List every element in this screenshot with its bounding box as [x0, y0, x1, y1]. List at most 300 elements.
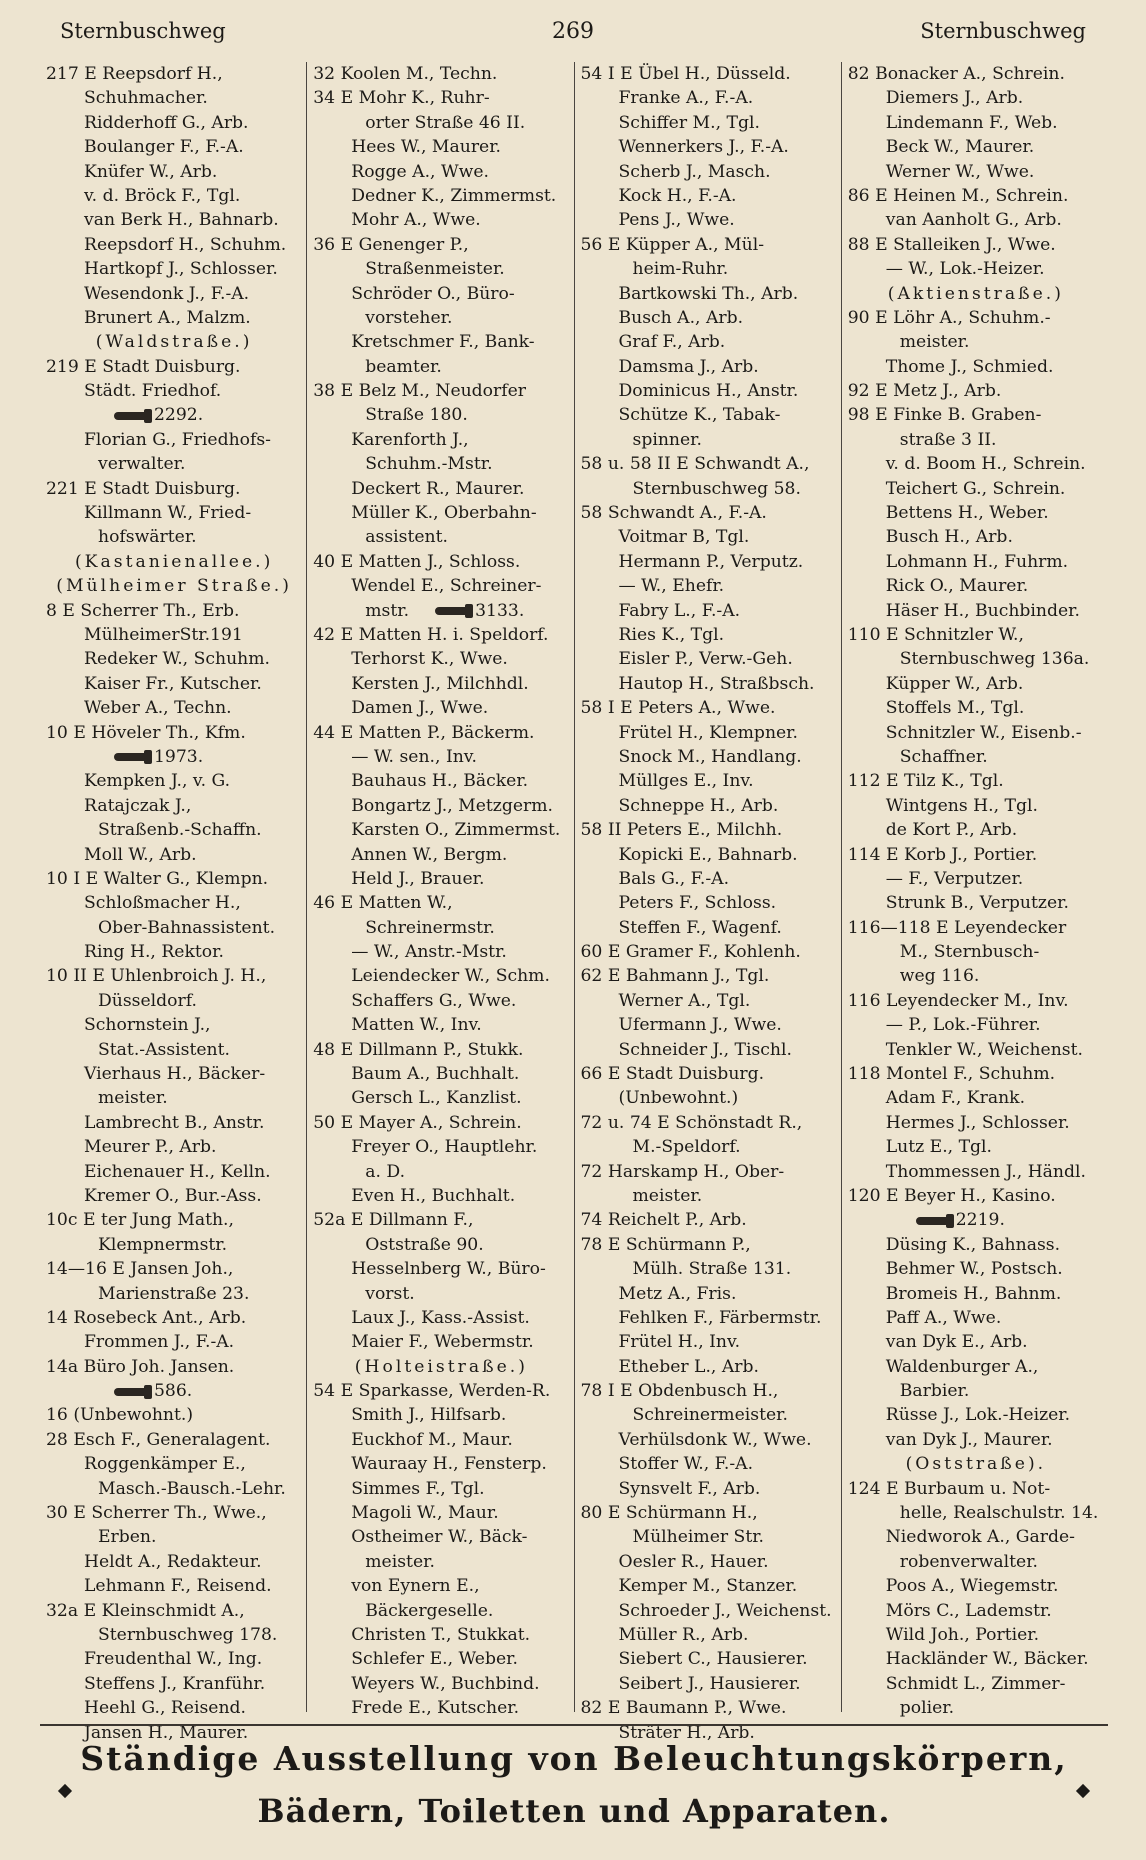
entry-text: Voitmar B, Tgl. [618, 527, 750, 548]
resident-entry [848, 135, 1104, 159]
house-number-entry [46, 62, 302, 86]
diamond-ornament-icon [58, 1784, 72, 1798]
entry-text: Straße 180. [365, 405, 468, 426]
house-number-entry [581, 940, 837, 964]
entry-text: (Holteistraße.) [354, 1356, 528, 1377]
resident-entry [46, 1086, 302, 1110]
house-number-entry [848, 379, 1104, 403]
resident-entry [46, 306, 302, 330]
resident-entry [581, 574, 837, 598]
resident-entry [313, 1574, 569, 1598]
resident-entry [46, 428, 302, 452]
entry-text: 90 E Löhr A., Schuhm.- [847, 307, 1051, 328]
house-number-entry [848, 989, 1104, 1013]
entry-text: Wendel E., Schreiner- [351, 576, 542, 597]
entry-text: Wennerkers J., F.-A. [618, 137, 789, 158]
page-header [60, 14, 1086, 48]
house-number-entry [46, 1208, 302, 1232]
entry-text: Bongartz J., Metzgerm. [351, 795, 554, 816]
resident-entry [46, 135, 302, 159]
house-number-entry [581, 1696, 837, 1720]
entry-text: 50 E Mayer A., Schrein. [313, 1112, 522, 1133]
entry-text: Schloßmacher H., [84, 893, 241, 914]
resident-entry [581, 1135, 837, 1159]
column-1 [40, 62, 306, 1743]
resident-entry [46, 501, 302, 525]
resident-entry [46, 989, 302, 1013]
resident-entry [581, 1013, 837, 1037]
ad-line-2-row [40, 1786, 1108, 1836]
resident-entry [848, 160, 1104, 184]
entry-text: Frütel H., Inv. [618, 1332, 741, 1353]
resident-entry [581, 1452, 837, 1476]
resident-entry [46, 1550, 302, 1574]
entry-text: beamter. [365, 356, 442, 377]
entry-text: 54 I E Übel H., Düsseld. [580, 64, 791, 84]
resident-entry [581, 1574, 837, 1598]
entry-text: 2292. [154, 405, 204, 426]
resident-entry [313, 184, 569, 208]
entry-text: 58 I E Peters A., Wwe. [580, 698, 776, 719]
entry-text: — W., Ehefr. [618, 576, 725, 597]
entry-text: Oststraße 90. [365, 1234, 484, 1255]
entry-text: Magoli W., Maur. [351, 1503, 499, 1524]
resident-entry [581, 1257, 837, 1281]
resident-entry [313, 1696, 569, 1720]
entry-text: weg 116. [899, 966, 980, 987]
entry-text: Bartkowski Th., Arb. [618, 283, 799, 304]
entry-text: Baum A., Buchhalt. [351, 1064, 520, 1085]
resident-entry [313, 1135, 569, 1159]
telephone-icon [916, 1217, 950, 1225]
entry-text: Müllges E., Inv. [618, 771, 754, 792]
resident-entry [313, 964, 569, 988]
resident-entry [848, 574, 1104, 598]
entry-text: Karenforth J., [351, 429, 469, 450]
entry-text: Hesselnberg W., Büro- [351, 1259, 546, 1280]
resident-entry [46, 452, 302, 476]
entry-text: Waldenburger A., [885, 1356, 1039, 1377]
entry-text: Hartkopf J., Schlosser. [84, 259, 278, 280]
entry-text: Eisler P., Verw.-Geh. [618, 649, 793, 670]
entry-text: 34 E Mohr K., Ruhr- [313, 88, 490, 109]
resident-entry [46, 1696, 302, 1720]
entry-text: 124 E Burbaum u. Not- [847, 1478, 1051, 1499]
entry-text: Steffens J., Kranführ. [84, 1673, 266, 1694]
house-number-entry [581, 818, 837, 842]
entry-text: MülheimerStr.191 [84, 624, 243, 645]
entry-text: 82 Bonacker A., Schrein. [847, 64, 1065, 84]
entry-text: Ostheimer W., Bäck- [351, 1527, 528, 1548]
house-number-entry [46, 1403, 302, 1427]
entry-text: Frede E., Kutscher. [351, 1698, 520, 1719]
resident-entry [581, 477, 837, 501]
house-number-entry [313, 623, 569, 647]
entry-text: Mohr A., Wwe. [351, 210, 481, 231]
resident-entry [848, 1599, 1104, 1623]
house-number-entry [313, 1111, 569, 1135]
house-number-entry [46, 1355, 302, 1379]
house-number-entry [313, 62, 569, 86]
resident-entry [46, 916, 302, 940]
house-number-entry [848, 403, 1104, 427]
resident-entry [848, 1282, 1104, 1306]
resident-entry [313, 452, 569, 476]
resident-entry [313, 745, 569, 769]
entry-text: Verhülsdonk W., Wwe. [618, 1429, 812, 1450]
resident-entry [46, 1038, 302, 1062]
resident-entry [581, 257, 837, 281]
entry-text: 219 E Stadt Duisburg. [46, 356, 241, 377]
resident-entry [581, 745, 837, 769]
resident-entry [848, 794, 1104, 818]
entry-text: Lindemann F., Web. [885, 112, 1058, 133]
house-number-entry [848, 1184, 1104, 1208]
entry-text: 586. [154, 1381, 193, 1402]
entry-text: Kretschmer F., Bank- [351, 332, 535, 353]
entry-text: Hackländer W., Bäcker. [885, 1649, 1089, 1670]
house-number-entry [581, 233, 837, 257]
entry-text: 14—16 E Jansen Joh., [46, 1259, 234, 1280]
telephone-entry [848, 1208, 1104, 1232]
resident-entry [313, 1501, 569, 1525]
resident-entry [581, 1184, 837, 1208]
entry-text: Tenkler W., Weichenst. [885, 1039, 1083, 1060]
resident-entry [313, 940, 569, 964]
entry-text: 10c E ter Jung Math., [46, 1210, 234, 1231]
entry-text: Lehmann F., Reisend. [84, 1576, 272, 1597]
entry-text: Kopicki E., Bahnarb. [618, 844, 798, 865]
resident-entry [46, 891, 302, 915]
entry-text: v. d. Boom H., Schrein. [885, 454, 1086, 475]
entry-text: heim-Ruhr. [632, 259, 729, 280]
entry-text: 74 Reichelt P., Arb. [580, 1210, 747, 1231]
entry-text: Metz A., Fris. [618, 1283, 737, 1304]
diamond-ornament-icon [1076, 1784, 1090, 1798]
entry-text: Kemper M., Stanzer. [618, 1576, 798, 1597]
entry-text: Sträter H., Arb. [618, 1722, 755, 1743]
entry-text: 52a E Dillmann F., [313, 1210, 474, 1231]
resident-entry [848, 86, 1104, 110]
entry-text: Ober-Bahnassistent. [98, 917, 276, 938]
entry-text: 8 E Scherrer Th., Erb. [46, 600, 240, 621]
entry-text: Weber A., Techn. [84, 698, 232, 719]
entry-text: 112 E Tilz K., Tgl. [847, 771, 1004, 792]
resident-entry [581, 1550, 837, 1574]
resident-entry [848, 1160, 1104, 1184]
entry-text: Schneppe H., Arb. [618, 795, 779, 816]
entry-text: Adam F., Krank. [885, 1088, 1026, 1109]
telephone-icon [435, 607, 469, 615]
entry-text: Wintgens H., Tgl. [885, 795, 1038, 816]
entry-text: 38 E Belz M., Neudorfer [313, 381, 526, 402]
resident-entry [46, 111, 302, 135]
entry-text: Damsma J., Arb. [618, 356, 759, 377]
resident-entry [46, 233, 302, 257]
entry-text: Hees W., Maurer. [351, 137, 502, 158]
resident-entry [848, 355, 1104, 379]
telephone-icon [114, 412, 148, 420]
entry-text: (Oststraße). [905, 1454, 1047, 1475]
entry-text: Bals G., F.-A. [618, 868, 730, 889]
entry-text: 62 E Bahmann J., Tgl. [580, 966, 770, 987]
entry-text: 10 E Höveler Th., Kfm. [46, 722, 246, 743]
resident-entry [848, 745, 1104, 769]
entry-text: 32a E Kleinschmidt A., [46, 1600, 245, 1621]
resident-entry [581, 330, 837, 354]
entry-text: 88 E Stalleiken J., Wwe. [847, 234, 1056, 255]
entry-text: Hermes J., Schlosser. [885, 1112, 1070, 1133]
resident-entry [313, 135, 569, 159]
entry-text: Ring H., Rektor. [84, 942, 224, 963]
entry-text: Kersten J., Milchhdl. [351, 673, 529, 694]
entry-text: Moll W., Arb. [84, 844, 197, 865]
entry-text: Kempken J., v. G. [84, 771, 231, 792]
entry-text: Oesler R., Hauer. [618, 1551, 769, 1572]
entry-text: — W., Lok.-Heizer. [885, 259, 1045, 280]
resident-entry [313, 1257, 569, 1281]
entry-text: Christen T., Stukkat. [351, 1625, 531, 1645]
resident-entry [581, 379, 837, 403]
entry-text: Straßenmeister. [365, 259, 505, 280]
entry-text: vorsteher. [365, 307, 453, 328]
entry-text: — P., Lok.-Führer. [885, 1015, 1041, 1036]
resident-entry [313, 330, 569, 354]
entry-text: Masch.-Bausch.-Lehr. [98, 1478, 286, 1499]
entry-text: Straßenb.-Schaffn. [98, 820, 262, 841]
entry-text: Heehl G., Reisend. [84, 1698, 247, 1719]
entry-text: 78 E Schürmann P., [580, 1234, 751, 1255]
resident-entry [581, 1428, 837, 1452]
entry-text: Sternbuschweg 58. [632, 478, 801, 499]
entry-text: helle, Realschulstr. 14. [899, 1503, 1099, 1524]
resident-entry [848, 1330, 1104, 1354]
entry-text: 120 E Beyer H., Kasino. [847, 1185, 1056, 1206]
entry-text: Schnitzler W., Eisenb.- [885, 722, 1082, 743]
entry-text: robenverwalter. [899, 1551, 1038, 1572]
house-number-entry [46, 867, 302, 891]
entry-text: Dedner K., Zimmermst. [351, 185, 557, 206]
entry-text: Hermann P., Verputz. [618, 551, 804, 572]
entry-text: vorst. [365, 1283, 415, 1304]
resident-entry [581, 1330, 837, 1354]
entry-text: Thome J., Schmied. [885, 356, 1054, 377]
entry-text: meister. [632, 1185, 703, 1206]
resident-entry [848, 1013, 1104, 1037]
entry-text: 98 E Finke B. Graben- [847, 405, 1042, 426]
resident-entry [313, 1550, 569, 1574]
house-number-entry [46, 964, 302, 988]
resident-entry [581, 916, 837, 940]
entry-text: Jansen H., Maurer. [84, 1722, 249, 1743]
resident-entry [848, 1233, 1104, 1257]
resident-entry [46, 160, 302, 184]
entry-text: Held J., Brauer. [351, 868, 485, 889]
entry-text: Etheber L., Arb. [618, 1356, 759, 1377]
entry-text: Matten W., Inv. [351, 1015, 482, 1036]
entry-text: 217 E Reepsdorf H., [46, 64, 223, 84]
house-number-entry [581, 1379, 837, 1403]
resident-entry [313, 672, 569, 696]
house-number-entry [848, 233, 1104, 257]
resident-entry [848, 940, 1104, 964]
entry-text: meister. [98, 1088, 168, 1109]
resident-entry [848, 696, 1104, 720]
entry-text: 80 E Schürmann H., [580, 1503, 758, 1524]
resident-entry [313, 1160, 569, 1184]
resident-entry [848, 1355, 1104, 1379]
entry-text: 118 Montel F., Schuhm. [847, 1064, 1056, 1085]
resident-entry [46, 769, 302, 793]
page-number: 269 [552, 18, 594, 44]
entry-text: Schütze K., Tabak- [618, 405, 781, 426]
resident-entry [46, 257, 302, 281]
resident-entry [848, 1428, 1104, 1452]
resident-entry [581, 306, 837, 330]
house-number-entry [46, 1428, 302, 1452]
resident-entry [46, 1574, 302, 1598]
entry-text: Smith J., Hilfsarb. [351, 1405, 507, 1426]
entry-text: Bettens H., Weber. [885, 503, 1049, 524]
street-heading [46, 550, 302, 574]
resident-entry [848, 501, 1104, 525]
entry-text: (Kastanienallee.) [74, 551, 274, 572]
entry-text: 221 E Stadt Duisburg. [46, 478, 241, 499]
resident-entry [581, 111, 837, 135]
resident-entry [581, 135, 837, 159]
resident-entry [46, 1233, 302, 1257]
entry-text: Wesendonk J., F.-A. [84, 283, 250, 304]
entry-text: Düsing K., Bahnass. [885, 1234, 1061, 1255]
resident-entry [848, 672, 1104, 696]
resident-entry [46, 1672, 302, 1696]
entry-text: 116—118 E Leyendecker [847, 917, 1067, 938]
entry-text: Florian G., Friedhofs- [84, 429, 271, 450]
entry-text: Simmes F., Tgl. [351, 1478, 485, 1499]
resident-entry [46, 208, 302, 232]
resident-entry [581, 86, 837, 110]
house-number-entry [848, 184, 1104, 208]
resident-entry [581, 867, 837, 891]
entry-text: Kremer O., Bur.-Ass. [84, 1185, 262, 1206]
resident-entry [848, 1696, 1104, 1720]
resident-entry [46, 1452, 302, 1476]
entry-text: Boulanger F., F.-A. [84, 137, 244, 158]
entry-text: mstr. [365, 600, 410, 621]
entry-text: Dominicus H., Anstr. [618, 381, 799, 402]
resident-entry [46, 1111, 302, 1135]
entry-text: Behmer W., Postsch. [885, 1259, 1063, 1280]
resident-entry [848, 1501, 1104, 1525]
entry-text: straße 3 II. [899, 429, 997, 450]
resident-entry [313, 696, 569, 720]
house-number-entry [46, 721, 302, 745]
house-number-entry [848, 769, 1104, 793]
resident-entry [313, 1330, 569, 1354]
house-number-entry [313, 86, 569, 110]
resident-entry [46, 1282, 302, 1306]
resident-entry [848, 1574, 1104, 1598]
resident-entry [848, 818, 1104, 842]
entry-text: spinner. [632, 429, 702, 450]
column-2 [306, 62, 573, 1719]
house-number-entry [581, 1160, 837, 1184]
house-number-entry [581, 696, 837, 720]
house-number-entry [313, 550, 569, 574]
resident-entry [848, 647, 1104, 671]
resident-entry [46, 1623, 302, 1647]
house-number-entry [581, 1062, 837, 1086]
entry-text: (Mülheimer Straße.) [56, 576, 292, 597]
entry-text: van Dyk J., Maurer. [885, 1429, 1053, 1450]
resident-entry [581, 184, 837, 208]
house-number-entry [848, 1062, 1104, 1086]
entry-text: 36 E Genenger P., [313, 234, 469, 255]
resident-entry [46, 1330, 302, 1354]
entry-text: Sternbuschweg 136a. [899, 649, 1090, 670]
entry-text: Bäckergeselle. [365, 1600, 494, 1621]
resident-entry [581, 989, 837, 1013]
entry-text: Paff A., Wwe. [885, 1307, 1002, 1328]
resident-entry [313, 1282, 569, 1306]
entry-text: a. D. [365, 1161, 406, 1182]
entry-text: Kaiser Fr., Kutscher. [84, 673, 262, 694]
entry-text: Brunert A., Malzm. [84, 307, 251, 328]
resident-entry [848, 891, 1104, 915]
resident-entry [581, 208, 837, 232]
resident-entry [46, 647, 302, 671]
entry-text: 58 u. 58 II E Schwandt A., [580, 454, 810, 475]
resident-entry [46, 1160, 302, 1184]
house-number-entry [581, 1233, 837, 1257]
resident-entry [313, 794, 569, 818]
entry-text: Lohmann H., Fuhrm. [885, 551, 1069, 572]
entry-text: 32 Koolen M., Techn. [313, 64, 498, 84]
telephone-icon [114, 1388, 148, 1396]
entry-text: 16 (Unbewohnt.) [46, 1405, 194, 1426]
entry-text: Bauhaus H., Bäcker. [351, 771, 529, 792]
street-heading [848, 1452, 1104, 1476]
resident-entry [313, 1403, 569, 1427]
resident-entry [313, 1013, 569, 1037]
entry-text: Kock H., F.-A. [618, 185, 737, 206]
resident-entry [313, 306, 569, 330]
entry-text: 1973. [154, 746, 204, 767]
entry-text: 2219. [955, 1210, 1005, 1231]
entry-text: hofswärter. [98, 527, 197, 548]
resident-entry [46, 282, 302, 306]
house-number-entry [581, 1111, 837, 1135]
entry-text: 40 E Matten J., Schloss. [313, 551, 521, 572]
entry-text: Häser H., Buchbinder. [885, 600, 1080, 621]
entry-text: Schiffer M., Tgl. [618, 112, 760, 133]
entry-text: — W., Anstr.-Mstr. [351, 942, 507, 963]
entry-text: Eichenauer H., Kelln. [84, 1161, 271, 1182]
resident-entry [313, 282, 569, 306]
resident-entry [848, 964, 1104, 988]
resident-entry [313, 257, 569, 281]
entry-text: 54 E Sparkasse, Werden-R. [313, 1381, 551, 1402]
entry-text: Synsvelt F., Arb. [618, 1478, 761, 1499]
entry-text: Seibert J., Hausierer. [618, 1673, 801, 1694]
entry-text: Mülheimer Str. [632, 1527, 765, 1548]
resident-entry [46, 672, 302, 696]
entry-text: 14 Rosebeck Ant., Arb. [46, 1307, 247, 1328]
resident-entry [581, 282, 837, 306]
house-number-entry [46, 1501, 302, 1525]
resident-entry [581, 403, 837, 427]
house-number-entry [46, 355, 302, 379]
